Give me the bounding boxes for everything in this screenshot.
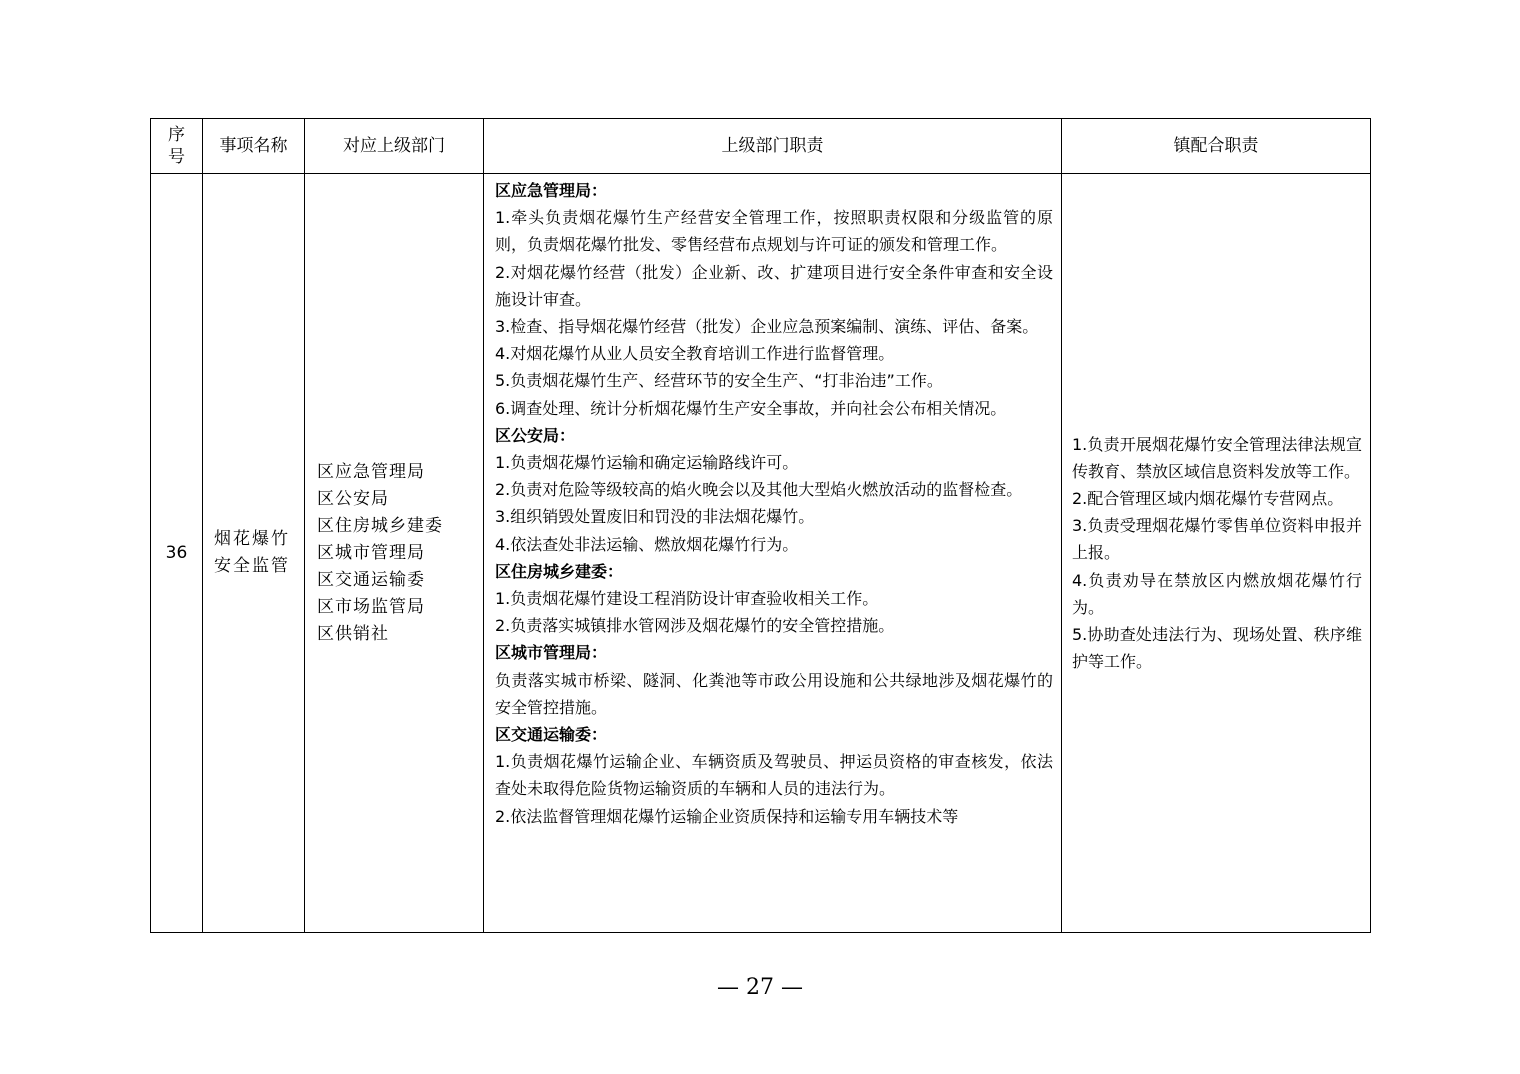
duty-item: 2.负责对危险等级较高的焰火晚会以及其他大型焰火燃放活动的监督检查。 <box>495 480 1023 500</box>
duty-item: 4.依法查处非法运输、燃放烟花爆竹行为。 <box>495 534 799 554</box>
duty-item: 5.负责烟花爆竹生产、经营环节的安全生产、“打非治违”工作。 <box>495 371 943 391</box>
department-item: 区交通运输委 <box>317 569 425 590</box>
agency-heading: 区公安局： <box>495 425 576 445</box>
item-name-line: 安全监管 <box>214 556 290 576</box>
responsibility-table <box>150 118 1371 933</box>
department-item: 区城市管理局 <box>317 542 425 563</box>
department-item: 区应急管理局 <box>317 461 425 482</box>
duty-item: 6.调查处理、统计分析烟花爆竹生产安全事故，并向社会公布相关情况。 <box>495 398 1007 418</box>
row-departments <box>305 174 484 933</box>
duty-item: 1.牵头负责烟花爆竹生产经营安全管理工作，按照职责权限和分级监管的原则，负责烟花爆竹批发、零售经营布点规划与许可证的颁发和管理工作。 <box>495 208 1053 255</box>
department-item: 区公安局 <box>317 488 389 509</box>
agency-heading: 区住房城乡建委： <box>495 561 624 581</box>
agency-heading: 区城市管理局： <box>495 643 608 663</box>
row-seq: 36 <box>151 174 203 933</box>
duty-item: 4.对烟花爆竹从业人员安全教育培训工作进行监督管理。 <box>495 344 895 364</box>
town-duty-item: 5.协助查处违法行为、现场处置、秩序维护等工作。 <box>1072 625 1362 672</box>
town-duty-item: 1.负责开展烟花爆竹安全管理法律法规宣传教育、禁放区域信息资料发放等工作。 <box>1072 434 1362 481</box>
header-seq-line: 序 <box>168 125 185 145</box>
duty-item: 2.负责落实城镇排水管网涉及烟花爆竹的安全管控措施。 <box>495 616 895 636</box>
header-seq <box>151 119 203 174</box>
item-name-line: 烟花爆竹 <box>214 529 290 549</box>
agency-heading: 区交通运输委： <box>495 725 608 745</box>
header-item-name: 事项名称 <box>203 119 305 174</box>
duty-item: 1.负责烟花爆竹建设工程消防设计审查验收相关工作。 <box>495 589 879 609</box>
department-item: 区供销社 <box>317 623 389 644</box>
duty-item: 2.对烟花爆竹经营（批发）企业新、改、扩建项目进行安全条件审查和安全设施设计审查。 <box>495 262 1053 309</box>
department-item: 区市场监管局 <box>317 596 425 617</box>
town-duty-item: 3.负责受理烟花爆竹零售单位资料申报并上报。 <box>1072 516 1362 563</box>
duty-item: 1.负责烟花爆竹运输企业、车辆资质及驾驶员、押运员资格的审查核发，依法查处未取得危险货物运输资质的车辆和人员的违法行为。 <box>495 752 1053 799</box>
table-row <box>151 174 1371 933</box>
town-duty-item: 2.配合管理区域内烟花爆竹专营网点。 <box>1072 488 1344 508</box>
duty-list <box>495 177 1053 932</box>
row-department-duties <box>484 174 1062 933</box>
duty-item: 1.负责烟花爆竹运输和确定运输路线许可。 <box>495 453 799 473</box>
duty-item: 3.检查、指导烟花爆竹经营（批发）企业应急预案编制、演练、评估、备案。 <box>495 317 1039 337</box>
town-duty-item: 4.负责劝导在禁放区内燃放烟花爆竹行为。 <box>1072 570 1362 617</box>
header-department: 对应上级部门 <box>305 119 484 174</box>
row-town-duties <box>1062 174 1371 933</box>
agency-heading: 区应急管理局： <box>495 181 608 200</box>
duty-item: 负责落实城市桥梁、隧洞、化粪池等市政公用设施和公共绿地涉及烟花爆竹的安全管控措施。 <box>495 670 1053 717</box>
duty-item: 3.组织销毁处置废旧和罚没的非法烟花爆竹。 <box>495 507 815 527</box>
department-item: 区住房城乡建委 <box>317 515 443 536</box>
table-header-row <box>151 119 1371 174</box>
page-number: — 27 — <box>717 975 803 1000</box>
header-seq-line: 号 <box>168 147 185 167</box>
header-department-duty: 上级部门职责 <box>484 119 1062 174</box>
header-town-duty: 镇配合职责 <box>1062 119 1371 174</box>
duty-item: 2.依法监督管理烟花爆竹运输企业资质保持和运输专用车辆技术等 <box>495 806 959 826</box>
row-item-name <box>203 174 305 933</box>
